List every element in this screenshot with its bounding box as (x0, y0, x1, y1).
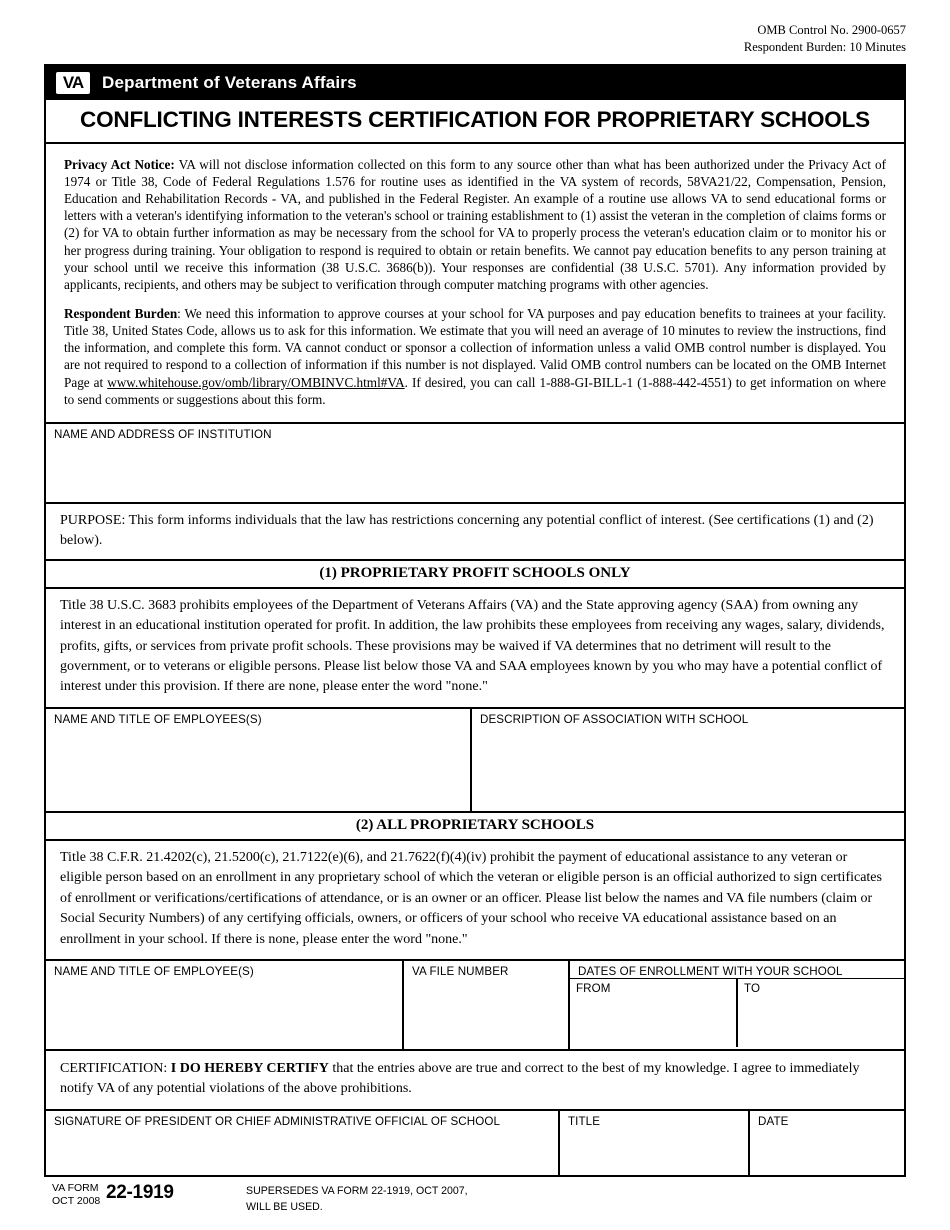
respondent-burden-text-2: . If desired, you can call 1-888-GI-BILL-1 (1-888-442-4551) to get information on where to send comments or suggestions about this form. (64, 374, 886, 407)
form-title-row (46, 100, 904, 144)
signature-row (46, 1111, 904, 1175)
respondent-burden-label: Respondent Burden (64, 306, 178, 321)
omb-internet-link[interactable]: www.whitehouse.gov/omb/library/OMBINVC.html#VA (107, 374, 405, 390)
form-label-line-1: VA FORM (52, 1181, 99, 1194)
s2-from-label: FROM (576, 982, 611, 996)
form-frame (44, 64, 906, 1177)
s2-name-title-field[interactable] (46, 961, 402, 1049)
privacy-act-text: VA will not disclose information collected on this form to any source other than what has been authorized under the Privacy Act of 1974 or Title 38, Code of Federal Regulations 1.576 for routine uses as identified in the VA system of records, 58VA21/22, Compensation, Pension, Education and Rehabilitation Records - VA, and published in the Federal Register. An example of a routine use allows VA to send educational forms or letters with a veteran's identifying information to the veteran's school or training establishment to (1) assist the veteran in the completion of claims forms or (2) for VA to obtain further information as may be necessary from the school for VA to properly process the veteran's education claim or to monitor his or her progress during training. Your obligation to respond is required to obtain or retain benefits. We cannot pay education benefits to any person training at your school until we receive this information (38 U.S.C. 3686(b)). Your responses are confidential (38 U.S.C. 5701). Any information provided by applicants, recipients, and others may be subject to verification through computer matching programs with other agencies. (64, 156, 886, 292)
date-field[interactable] (748, 1111, 904, 1175)
s2-to-field[interactable] (736, 979, 904, 1047)
form-footer (44, 1177, 906, 1215)
s1-description-label: DESCRIPTION OF ASSOCIATION WITH SCHOOL (480, 712, 749, 726)
s1-name-title-field[interactable] (46, 709, 470, 811)
signature-field[interactable] (46, 1111, 558, 1175)
s2-from-field[interactable] (570, 979, 736, 1047)
s2-dates-label: DATES OF ENROLLMENT WITH YOUR SCHOOL (578, 965, 843, 979)
omb-block (44, 22, 906, 56)
respondent-burden-notice (64, 305, 886, 408)
supersedes-group (246, 1182, 906, 1215)
s2-name-title-label: NAME AND TITLE OF EMPLOYEE(S) (54, 965, 254, 979)
section-2-heading: (2) ALL PROPRIETARY SCHOOLS (46, 813, 904, 841)
supersedes-line-1: SUPERSEDES VA FORM 22-1919, OCT 2007, (246, 1184, 468, 1197)
s2-file-number-label: VA FILE NUMBER (412, 965, 509, 979)
privacy-act-notice (64, 156, 886, 293)
form-label-group (44, 1182, 106, 1208)
form-label-line-2: OCT 2008 (52, 1194, 101, 1207)
institution-field[interactable] (46, 424, 904, 504)
s2-dates-group (568, 961, 904, 1049)
form-number: 22-1919 (106, 1181, 174, 1203)
certification-text (46, 1051, 904, 1111)
title-label: TITLE (568, 1114, 601, 1128)
purpose-text: PURPOSE: This form informs individuals that the law has restrictions concerning any potential conflict of interest. (See certifications (1) and (2) below). (46, 504, 904, 561)
privacy-act-label: Privacy Act Notice: (64, 156, 175, 172)
respondent-burden-text-1: : We need this information to approve courses at your school for VA purposes and pay education benefits to trainees at your facility. Title 38, United States Code, allows us to ask for this information. We estimate that you will need an average of 10 minutes to review the instructions, find the information, and complete this form. VA cannot conduct or sponsor a collection of information unless a valid OMB control number is displayed. You are not required to respond to a collection of information if this number is not displayed. Valid OMB control numbers can be located on the OMB Internet Page at (64, 306, 886, 390)
institution-label: NAME AND ADDRESS OF INSTITUTION (54, 427, 272, 441)
section-1-text: Title 38 U.S.C. 3683 prohibits employees of the Department of Veterans Affairs (VA) and the State approving agency (SAA) from owning any interest in an educational institution operated for profit. In addition, the law prohibits these employees from receiving any wages, salary, dividends, profits, gifts, or services from private profit schools. These provisions may be waived if VA determines that no detriment will result to the government, or to veterans or eligible persons. Please list below those VA and SAA employees known by you who may have a potential conflict of interest under this provision. If there are none, please enter the word "none." (46, 589, 904, 709)
title-field[interactable] (558, 1111, 748, 1175)
section-1-entry-row (46, 709, 904, 813)
va-seal-icon: VA (56, 72, 90, 94)
omb-control-number: OMB Control No. 2900-0657 (757, 23, 906, 37)
certification-bold: I DO HEREBY CERTIFY (170, 1061, 329, 1077)
s1-description-field[interactable] (470, 709, 904, 811)
form-number-group (106, 1182, 246, 1204)
respondent-burden: Respondent Burden: 10 Minutes (743, 39, 906, 54)
s1-name-title-label: NAME AND TITLE OF EMPLOYEES(S) (54, 712, 262, 726)
s2-file-number-field[interactable] (402, 961, 568, 1049)
s2-to-label: TO (744, 982, 761, 996)
page-title: CONFLICTING INTERESTS CERTIFICATION FOR PROPRIETARY SCHOOLS (80, 106, 870, 132)
signature-label: SIGNATURE OF PRESIDENT OR CHIEF ADMINISTRATIVE OFFICIAL OF SCHOOL (54, 1114, 501, 1128)
notices-block (46, 144, 904, 424)
certification-body: that the entries above are true and correct to the best of my knowledge. I agree to immediately notify VA of any potential violations of the above prohibitions. (60, 1061, 860, 1097)
s2-dates-split (570, 978, 904, 1047)
section-2-entry-row (46, 961, 904, 1051)
certification-lead: CERTIFICATION: (60, 1061, 171, 1077)
supersedes-line-2: WILL BE USED. (246, 1200, 323, 1213)
date-label: DATE (758, 1114, 789, 1128)
section-2-text: Title 38 C.F.R. 21.4202(c), 21.5200(c), 21.7122(e)(6), and 21.7622(f)(4)(iv) prohibit the payment of educational assistance to any veteran or eligible person based on an enrollment in any proprietary school of which the veteran or eligible person is an official authorized to sign certificates of enrollment or verifications/certifications of attendance, or is an owner or an officer. Please list below the names and VA file numbers (claim or Social Security Numbers) of any certifying officials, owners, or officers of your school who receive VA educational assistance based on an enrollment in your school. If there is none, please enter the word "none." (46, 841, 904, 961)
section-1-heading: (1) PROPRIETARY PROFIT SCHOOLS ONLY (46, 561, 904, 589)
agency-name: Department of Veterans Affairs (102, 72, 357, 92)
va-header-bar (46, 66, 904, 100)
